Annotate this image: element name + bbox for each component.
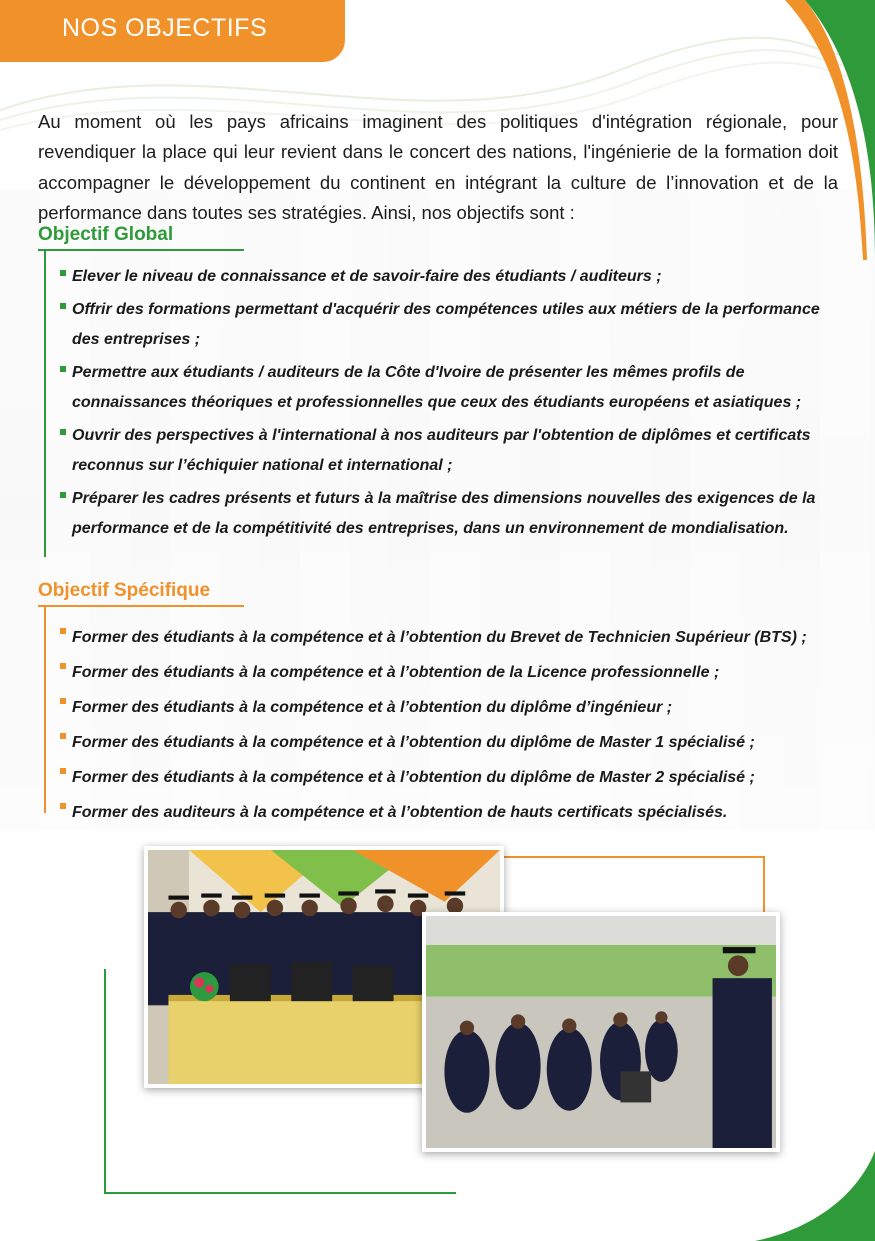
specific-objectives-list — [56, 620, 856, 830]
bullet-icon — [60, 366, 66, 372]
bullet-icon — [60, 733, 66, 739]
global-objectives-list — [56, 262, 846, 547]
section-title-global: Objectif Global — [38, 224, 174, 245]
list-item: Former des étudiants à la compétence et à l’obtention du diplôme de Master 2 spécialisé ; — [56, 760, 856, 795]
list-item: Former des étudiants à la compétence et à l’obtention du Brevet de Technicien Supérieur (BTS) ; — [56, 620, 856, 655]
list-item: Offrir des formations permettant d'acquérir des compétences utiles aux métiers de la performance des entreprises ; — [56, 295, 846, 355]
header-banner — [0, 0, 345, 62]
list-item: Elever le niveau de connaissance et de savoir-faire des étudiants / auditeurs ; — [56, 262, 846, 292]
global-left-rule — [44, 249, 46, 557]
intro-paragraph: Au moment où les pays africains imaginent des politiques d'intégration régionale, pour revendiquer la place qui leur revient dans le concert des nations, l'ingénierie de la formation doit accompagner le développement du continent en intégrant la culture de l’innovation et de la performance dans toutes ses stratégies. Ainsi, nos objectifs sont : — [38, 110, 838, 223]
list-item: Former des étudiants à la compétence et à l’obtention du diplôme de Master 1 spécialisé ; — [56, 725, 856, 760]
green-corner-bottom — [735, 1151, 875, 1241]
list-item: Former des étudiants à la compétence et à l’obtention du diplôme d’ingénieur ; — [56, 690, 856, 725]
specific-title-underline — [38, 605, 244, 607]
graduates-seated-photo — [422, 912, 780, 1152]
specific-left-rule — [44, 605, 46, 813]
bullet-icon — [60, 429, 66, 435]
bullet-icon — [60, 628, 66, 634]
list-item: Permettre aux étudiants / auditeurs de la Côte d'Ivoire de présenter les mêmes profils de connaissances théoriques et professionnelles que ceux des étudiants européens et asiatiques ; — [56, 358, 846, 418]
list-item: Ouvrir des perspectives à l'international à nos auditeurs par l'obtention de diplômes et certificats reconnus sur l’échiquier national et international ; — [56, 421, 846, 481]
bullet-icon — [60, 492, 66, 498]
bullet-icon — [60, 698, 66, 704]
bullet-icon — [60, 768, 66, 774]
bullet-icon — [60, 663, 66, 669]
bullet-icon — [60, 803, 66, 809]
global-title-underline — [38, 249, 244, 251]
page-title: NOS OBJECTIFS — [62, 14, 268, 42]
bullet-icon — [60, 270, 66, 276]
list-item: Former des étudiants à la compétence et à l’obtention de la Licence professionnelle ; — [56, 655, 856, 690]
list-item: Former des auditeurs à la compétence et à l’obtention de hauts certificats spécialisés. — [56, 795, 856, 830]
section-title-specific: Objectif Spécifique — [38, 580, 211, 601]
bullet-icon — [60, 303, 66, 309]
list-item: Préparer les cadres présents et futurs à la maîtrise des dimensions nouvelles des exigences de la performance et de la compétitivité des entreprises, dans un environnement de mondialisation. — [56, 484, 846, 544]
